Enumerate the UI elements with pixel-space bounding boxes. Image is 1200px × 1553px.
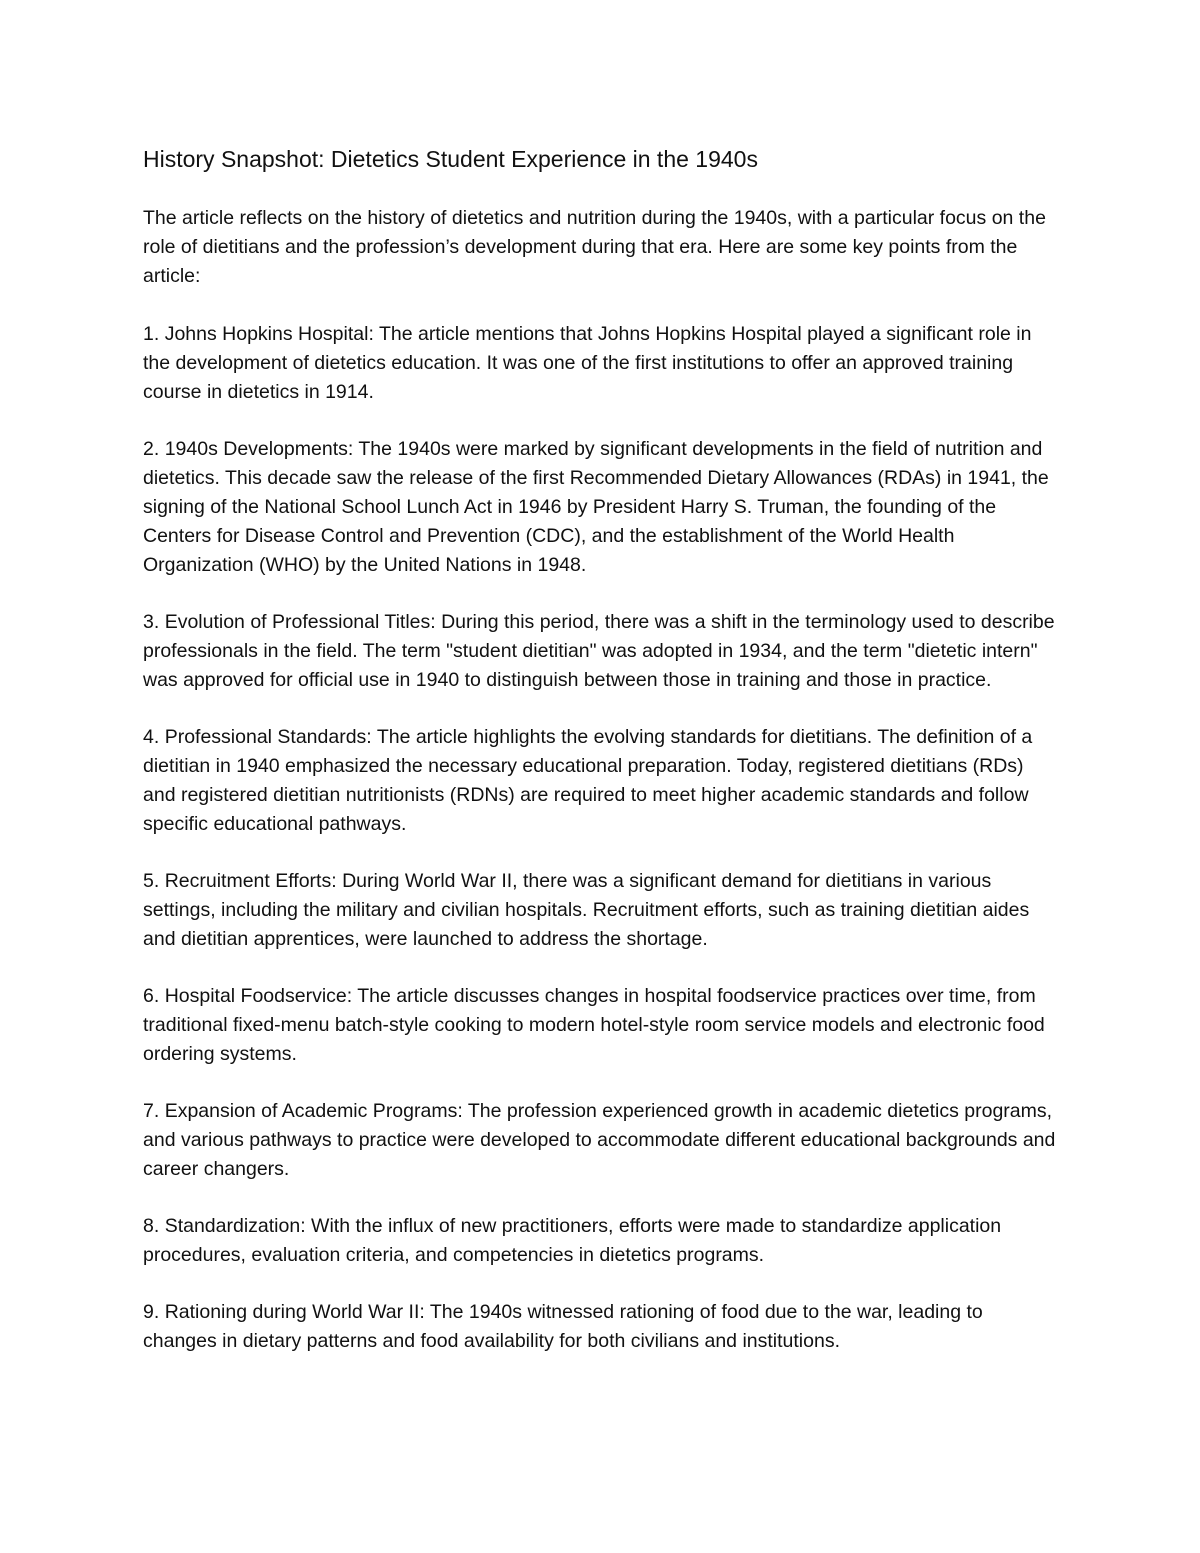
key-point-1	[143, 320, 1060, 407]
point-number: 3.	[143, 611, 160, 633]
point-text: The article discusses changes in hospital foodservice practices over time, from traditional fixed-menu batch-style cooking to modern hotel-style room service models and electronic food ordering systems.	[143, 985, 1045, 1065]
point-number: 2.	[143, 438, 160, 460]
point-text: The 1940s witnessed rationing of food due to the war, leading to changes in dietary patterns and food availability for both civilians and institutions.	[143, 1301, 983, 1352]
point-number: 8.	[143, 1215, 160, 1237]
key-point-2	[143, 435, 1060, 580]
point-number: 1.	[143, 323, 160, 345]
point-heading: Hospital Foodservice:	[164, 985, 353, 1007]
point-text: The article highlights the evolving standards for dietitians. The definition of a dietitian in 1940 emphasized the necessary educational preparation. Today, registered dietitians (RDs) and registered dietitian nutritionists (RDNs) are required to meet higher academic standards and follow specific educational pathways.	[143, 726, 1033, 835]
point-heading: Evolution of Professional Titles:	[164, 611, 436, 633]
intro-paragraph: The article reflects on the history of dietetics and nutrition during the 1940s, with a particular focus on the role of dietitians and the profession’s development during that era. Here are some key points from the article:	[143, 207, 1046, 287]
point-text: The profession experienced growth in academic dietetics programs, and various pathways to practice were developed to accommodate different educational backgrounds and career changers.	[143, 1100, 1056, 1180]
point-number: 9.	[143, 1301, 160, 1323]
document-title: History Snapshot: Dietetics Student Experience in the 1940s	[143, 146, 758, 172]
point-heading: Professional Standards:	[164, 726, 372, 748]
point-number: 7.	[143, 1100, 160, 1122]
point-number: 6.	[143, 985, 160, 1007]
key-point-3	[143, 608, 1060, 695]
point-heading: Expansion of Academic Programs:	[164, 1100, 463, 1122]
point-text: With the influx of new practitioners, efforts were made to standardize application procedures, evaluation criteria, and competencies in dietetics programs.	[143, 1215, 1002, 1266]
point-number: 5.	[143, 870, 160, 892]
point-heading: Rationing during World War II:	[164, 1301, 425, 1323]
key-point-9	[143, 1298, 1060, 1356]
point-text: During World War II, there was a significant demand for dietitians in various settings, including the military and civilian hospitals. Recruitment efforts, such as training dietitian aides and dietitian apprentices, were launched to address the shortage.	[143, 870, 1030, 950]
point-heading: Standardization:	[164, 1215, 306, 1237]
point-text: During this period, there was a shift in the terminology used to describe professionals in the field. The term "student dietitian" was adopted in 1934, and the term "dietetic intern" was approved for official use in 1940 to distinguish between those in training and those in practice.	[143, 611, 1055, 691]
point-text: The article mentions that Johns Hopkins Hospital played a significant role in the development of dietetics education. It was one of the first institutions to offer an approved training course in dietetics in 1914.	[143, 323, 1032, 403]
key-point-5	[143, 867, 1060, 954]
key-point-4	[143, 723, 1060, 839]
point-text: The 1940s were marked by significant developments in the field of nutrition and dietetics. This decade saw the release of the first Recommended Dietary Allowances (RDAs) in 1941, the signing of the National School Lunch Act in 1946 by President Harry S. Truman, the founding of the Centers for Disease Control and Prevention (CDC), and the establishment of the World Health Organization (WHO) by the United Nations in 1948.	[143, 438, 1049, 576]
point-heading: Recruitment Efforts:	[164, 870, 337, 892]
key-point-8	[143, 1212, 1060, 1270]
key-point-6	[143, 982, 1060, 1069]
point-heading: Johns Hopkins Hospital:	[164, 323, 374, 345]
point-heading: 1940s Developments:	[164, 438, 354, 460]
key-point-7	[143, 1097, 1060, 1184]
point-number: 4.	[143, 726, 160, 748]
